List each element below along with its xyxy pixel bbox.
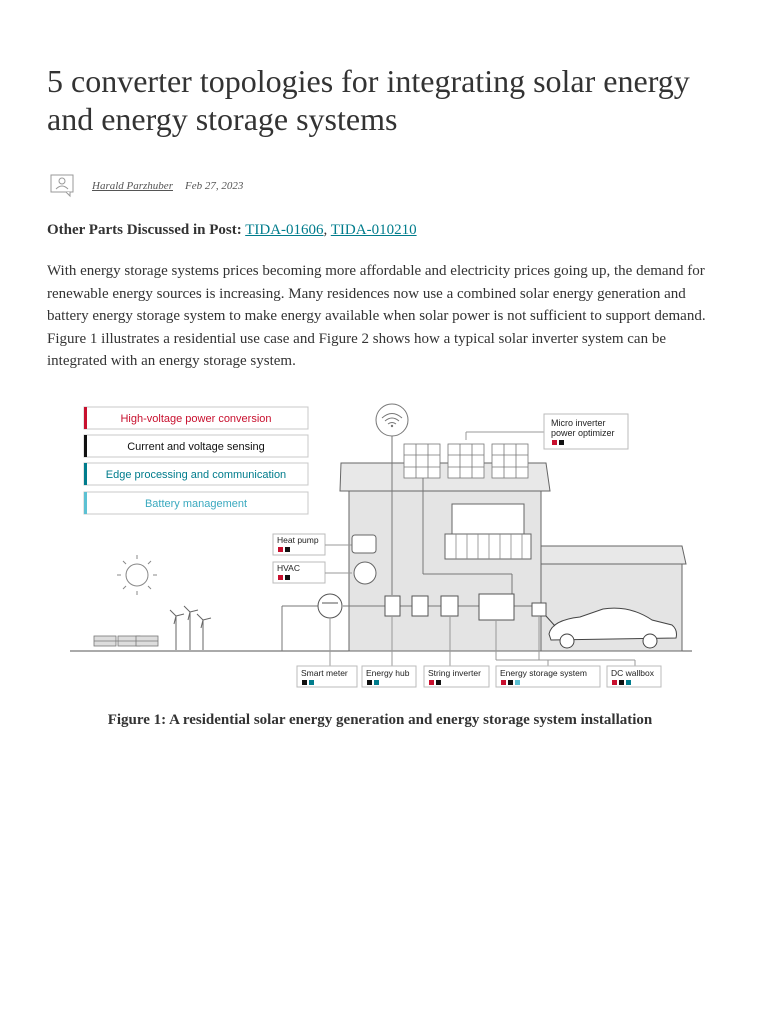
- micro-inverter-line1: Micro inverter: [551, 418, 606, 428]
- roof-solar-panels-icon: [404, 444, 528, 478]
- energy-hub-icon: [385, 596, 400, 616]
- string-inverter-icon: [441, 596, 458, 616]
- legend-swatch: [84, 492, 87, 514]
- heat-pump-label: [273, 534, 352, 555]
- wifi-icon: [376, 404, 408, 436]
- energy-storage-label: [496, 666, 600, 687]
- article-title: 5 converter topologies for integrating solar energy and energy storage systems: [47, 63, 690, 137]
- hvac-fan-icon: [354, 562, 376, 584]
- smart-meter-icon: [318, 594, 342, 618]
- battery-storage-icon: [479, 594, 514, 620]
- legend-item-edge: [84, 463, 308, 485]
- legend-item-hv-conversion: [84, 407, 308, 429]
- hvac-text: HVAC: [277, 563, 300, 573]
- figure-1: [60, 398, 700, 694]
- energy-storage-text: Energy storage system: [500, 668, 587, 678]
- parts-discussed: [47, 220, 417, 240]
- figure-1-diagram: [60, 398, 700, 694]
- dc-wallbox-text: DC wallbox: [611, 668, 654, 678]
- energy-hub-text: Energy hub: [366, 668, 410, 678]
- byline: [50, 173, 243, 199]
- micro-inverter-label: [466, 414, 628, 449]
- part-link-tida-01606[interactable]: TIDA-01606: [245, 222, 324, 238]
- legend-swatch: [84, 435, 87, 457]
- string-inverter-label: [424, 666, 489, 687]
- legend-swatch: [84, 407, 87, 429]
- wallbox-icon: [532, 603, 546, 616]
- part-link-tida-010210[interactable]: TIDA-010210: [330, 222, 417, 238]
- wind-turbines-icon: [170, 606, 211, 650]
- author-link[interactable]: Harald Parzhuber: [92, 180, 173, 192]
- energy-hub-label: [362, 666, 416, 687]
- parts-separator: ,: [323, 222, 328, 238]
- string-inverter-text: String inverter: [428, 668, 481, 678]
- parts-label: Other Parts Discussed in Post:: [47, 222, 242, 238]
- figure-caption: Figure 1: A residential solar energy generation and energy storage system installation: [107, 712, 653, 728]
- legend-label-hv: High-voltage power conversion: [120, 413, 272, 425]
- heat-pump-icon: [352, 535, 376, 553]
- legend-label-sensing: Current and voltage sensing: [127, 441, 265, 453]
- micro-inverter-line2: power optimizer: [551, 428, 615, 438]
- intro-paragraph: With energy storage systems prices becoming more affordable and electricity prices going up, the demand for renewable energy sources is increasing. Many residences now use a combined solar energy generation and battery energy storage system to make energy available when solar power is not sufficient to support demand. Figure 1 illustrates a residential use case and Figure 2 shows how a typical solar inverter system can be integrated with an energy storage system.: [47, 263, 706, 370]
- author-avatar-icon: [50, 174, 76, 198]
- smart-meter-text: Smart meter: [301, 668, 348, 678]
- legend-item-sensing: [84, 435, 308, 457]
- figure-legend: [84, 407, 308, 514]
- lightning-icon: [412, 596, 428, 616]
- sun-icon: [117, 555, 157, 595]
- heat-pump-text: Heat pump: [277, 535, 319, 545]
- legend-item-battery: [84, 492, 308, 514]
- ground-solar-panels-icon: [94, 636, 158, 646]
- hvac-label: [273, 562, 352, 583]
- dc-wallbox-label: [607, 666, 661, 687]
- legend-label-edge: Edge processing and communication: [105, 469, 287, 481]
- post-date: Feb 27, 2023: [184, 180, 244, 192]
- legend-swatch: [84, 463, 87, 485]
- legend-label-battery: Battery management: [144, 498, 248, 510]
- smart-meter-label: [297, 666, 357, 687]
